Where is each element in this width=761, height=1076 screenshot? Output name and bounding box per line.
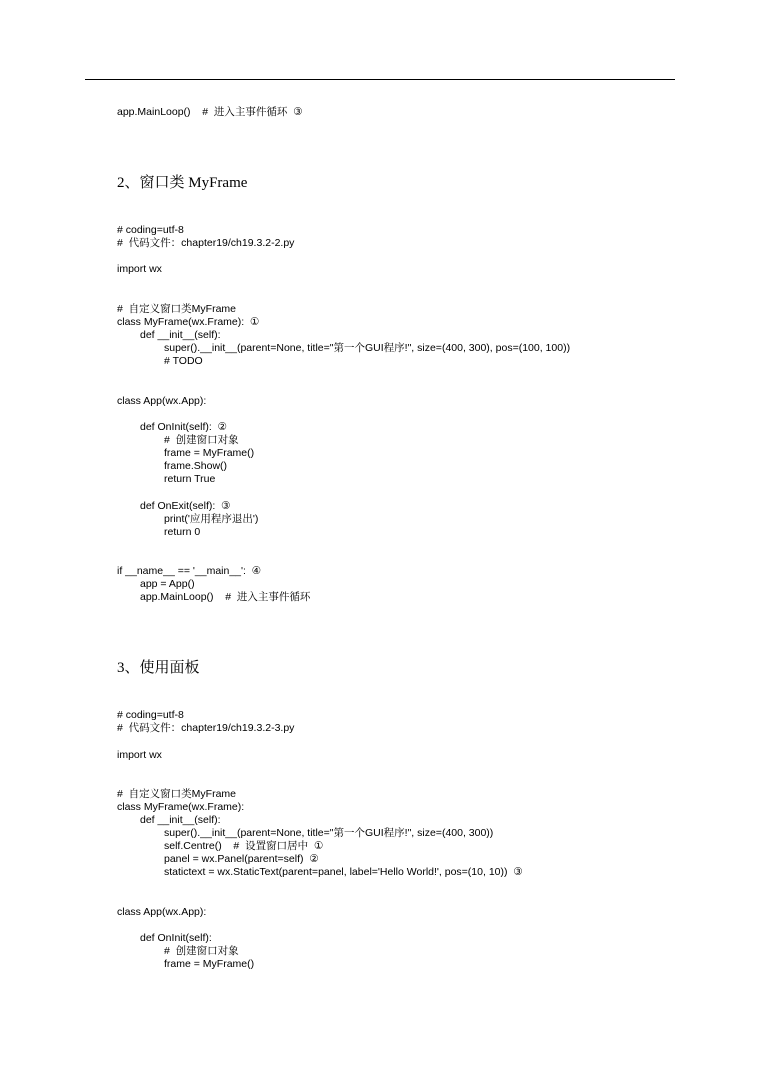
- code-line: import wx: [117, 749, 162, 761]
- code-line: class MyFrame(wx.Frame):: [117, 801, 245, 813]
- code-line: def OnExit(self): ③: [140, 500, 231, 512]
- code-line: # 代码文件：chapter19/ch19.3.2-3.py: [117, 722, 295, 734]
- code-line: # 自定义窗口类MyFrame: [117, 303, 237, 315]
- code-line: def OnInit(self): ②: [140, 421, 228, 433]
- code-line: statictext = wx.StaticText(parent=panel, label='Hello World!', pos=(10, 10)) ③: [164, 866, 523, 878]
- code-line: if __name__ == '__main__': ④: [117, 565, 262, 577]
- code-line: app.MainLoop() # 进入主事件循环 ③: [117, 106, 303, 118]
- code-line: super().__init__(parent=None, title="第一个GUI程序!", size=(400, 300)): [164, 827, 494, 839]
- code-line: def __init__(self):: [140, 329, 221, 341]
- code-line: def OnInit(self):: [140, 932, 212, 944]
- code-line: # 创建窗口对象: [164, 434, 239, 446]
- code-line: app = App(): [140, 578, 195, 590]
- code-line: # 创建窗口对象: [164, 945, 239, 957]
- code-line: panel = wx.Panel(parent=self) ②: [164, 853, 319, 865]
- section-heading: 2、窗口类 MyFrame: [117, 175, 248, 191]
- code-line: def __init__(self):: [140, 814, 221, 826]
- code-line: super().__init__(parent=None, title="第一个GUI程序!", size=(400, 300), pos=(100, 100)): [164, 342, 571, 354]
- code-line: import wx: [117, 263, 162, 275]
- code-line: frame.Show(): [164, 460, 228, 472]
- code-line: class MyFrame(wx.Frame): ①: [117, 316, 260, 328]
- code-line: # coding=utf-8: [117, 224, 184, 236]
- code-line: # 自定义窗口类MyFrame: [117, 788, 237, 800]
- code-line: return 0: [164, 526, 201, 538]
- code-line: # 代码文件：chapter19/ch19.3.2-2.py: [117, 237, 295, 249]
- code-line: frame = MyFrame(): [164, 958, 255, 970]
- code-line: class App(wx.App):: [117, 906, 207, 918]
- code-line: print('应用程序退出'): [164, 513, 259, 525]
- code-line: self.Centre() # 设置窗口居中 ①: [164, 840, 324, 852]
- code-line: # TODO: [164, 355, 203, 367]
- code-line: class App(wx.App):: [117, 395, 207, 407]
- code-line: app.MainLoop() # 进入主事件循环: [140, 591, 311, 603]
- code-line: return True: [164, 473, 216, 485]
- code-line: frame = MyFrame(): [164, 447, 255, 459]
- section-heading: 3、使用面板: [117, 660, 200, 676]
- code-line: # coding=utf-8: [117, 709, 184, 721]
- header-rule: [85, 79, 675, 80]
